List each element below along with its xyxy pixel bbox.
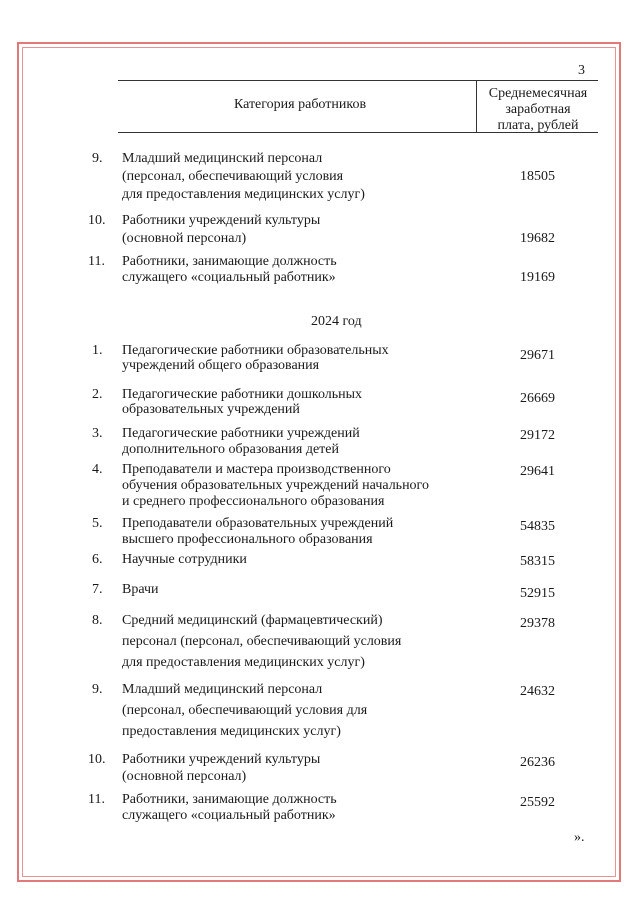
header-salary-line1: Среднемесячная (488, 86, 588, 101)
closing-quote: ». (574, 830, 585, 845)
row-category-line: (основной персонал) (122, 231, 247, 246)
row-salary-value: 52915 (520, 586, 555, 601)
row-category-line: Педагогические работники образовательных (122, 343, 389, 358)
header-category: Категория работников (233, 97, 367, 112)
row-number: 2. (92, 387, 103, 402)
row-category-line: обучения образовательных учреждений начального (122, 478, 429, 493)
row-category-line: для предоставления медицинских услуг) (122, 187, 365, 202)
row-salary-value: 29641 (520, 464, 555, 479)
row-salary-value: 54835 (520, 519, 555, 534)
row-number: 7. (92, 582, 103, 597)
row-category-line: Педагогические работники учреждений (122, 426, 360, 441)
row-salary-value: 19169 (520, 270, 555, 285)
header-salary-line3: плата, рублей (497, 118, 579, 133)
row-category-line: Младший медицинский персонал (122, 682, 323, 697)
row-number: 10. (88, 213, 106, 228)
row-number: 1. (92, 343, 103, 358)
row-category-line: персонал (персонал, обеспечивающий условия (122, 634, 402, 649)
row-category-line: (персонал, обеспечивающий условия для (122, 703, 368, 718)
row-number: 11. (88, 254, 105, 269)
row-category-line: дополнительного образования детей (122, 442, 339, 457)
row-salary-value: 29172 (520, 428, 555, 443)
row-salary-value: 24632 (520, 684, 555, 699)
row-category-line: (основной персонал) (122, 769, 247, 784)
row-salary-value: 18505 (520, 169, 555, 184)
row-number: 9. (92, 151, 103, 166)
section-year-heading: 2024 год (311, 314, 362, 329)
row-category-line: Работники, занимающие должность (122, 792, 337, 807)
row-salary-value: 26669 (520, 391, 555, 406)
row-category-line: Работники учреждений культуры (122, 752, 321, 767)
row-salary-value: 25592 (520, 795, 555, 810)
row-category-line: Педагогические работники дошкольных (122, 387, 363, 402)
row-category-line: предоставления медицинских услуг) (122, 724, 341, 739)
row-category-line: Преподаватели и мастера производственного (122, 462, 391, 477)
row-salary-value: 26236 (520, 755, 555, 770)
row-category-line: Работники учреждений культуры (122, 213, 321, 228)
row-salary-value: 29671 (520, 348, 555, 363)
row-category-line: учреждений общего образования (122, 358, 320, 373)
row-category-line: Научные сотрудники (122, 552, 247, 567)
row-category-line: Врачи (122, 582, 159, 597)
row-number: 5. (92, 516, 103, 531)
row-category-line: Работники, занимающие должность (122, 254, 337, 269)
row-category-line: высшего профессионального образования (122, 532, 373, 547)
row-number: 8. (92, 613, 103, 628)
row-category-line: образовательных учреждений (122, 402, 300, 417)
header-top-rule (118, 80, 598, 81)
row-category-line: Средний медицинский (фармацевтический) (122, 613, 383, 628)
row-category-line: служащего «социальный работник» (122, 270, 336, 285)
row-number: 4. (92, 462, 103, 477)
header-salary-line2: заработная (505, 102, 571, 117)
row-number: 9. (92, 682, 103, 697)
row-salary-value: 29378 (520, 616, 555, 631)
row-number: 11. (88, 792, 105, 807)
row-salary-value: 58315 (520, 554, 555, 569)
row-category-line: служащего «социальный работник» (122, 808, 336, 823)
row-category-line: для предоставления медицинских услуг) (122, 655, 365, 670)
row-number: 3. (92, 426, 103, 441)
row-number: 10. (88, 752, 106, 767)
row-category-line: и среднего профессионального образования (122, 494, 385, 509)
row-salary-value: 19682 (520, 231, 555, 246)
header-column-divider (476, 80, 477, 133)
row-category-line: Преподаватели образовательных учреждений (122, 516, 394, 531)
row-category-line: (персонал, обеспечивающий условия (122, 169, 344, 184)
page-number: 3 (578, 63, 585, 78)
row-number: 6. (92, 552, 103, 567)
row-category-line: Младший медицинский персонал (122, 151, 323, 166)
